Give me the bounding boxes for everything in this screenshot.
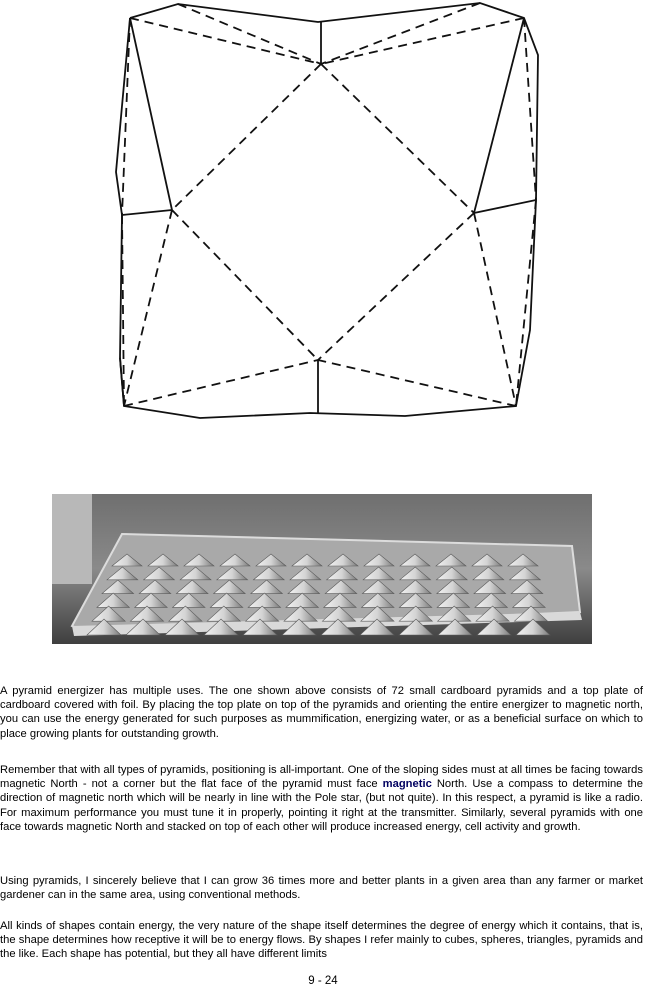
emphasis-magnetic: magnetic	[382, 778, 432, 791]
paragraph-positioning	[0, 763, 643, 834]
paragraph-growing-plants: Using pyramids, I sincerely believe that I can grow 36 times more and better plants in a given area than any farmer or market gardener can in the same area, using conventional methods.	[0, 875, 643, 902]
diagram-fold-lines	[122, 3, 536, 406]
paragraph-shapes-energy: All kinds of shapes contain energy, the very nature of the shape itself determines the degree of energy which it contains, that is, the shape determines how receptive it will be to energy flows. By shapes I refer mainly to cubes, spheres, triangles, pyramids and the like. Each shape has potential, but they all have different limits	[0, 920, 643, 961]
paragraph-positioning-part2: North. Use a compass to determine the direction of magnetic north which will be nearly in line with the Pole star, (but not quite). In this respect, a pyramid is like a radio. For maximum performance you must tune it in properly, pointing it right at the transmitter. Similarly, several pyramids with one face towards magnetic North and stacked on top of each other will produce increased energy, cell activity and growth.	[0, 778, 643, 833]
paragraph-energizer-description: A pyramid energizer has multiple uses. The one shown above consists of 72 small cardboard pyramids and a top plate of cardboard covered with foil. By placing the top plate on top of the pyramids and orienting the entire energizer to magnetic north, you can use the energy generated for such purposes as mummification, energizing water, or as a beneficial surface on which to place growing plants for outstanding growth.	[0, 685, 643, 740]
paragraph-positioning-part1: Remember that with all types of pyramids, positioning is all-important. One of the sloping sides must at all times be facing towards magnetic North - not a corner but the flat face of the pyramid must face	[0, 764, 643, 791]
page-number: 9 - 24	[308, 975, 338, 987]
diagram-solid-outline	[116, 3, 538, 418]
pyramid-net-diagram	[100, 0, 560, 420]
pyramid-energizer-photo	[52, 494, 592, 644]
